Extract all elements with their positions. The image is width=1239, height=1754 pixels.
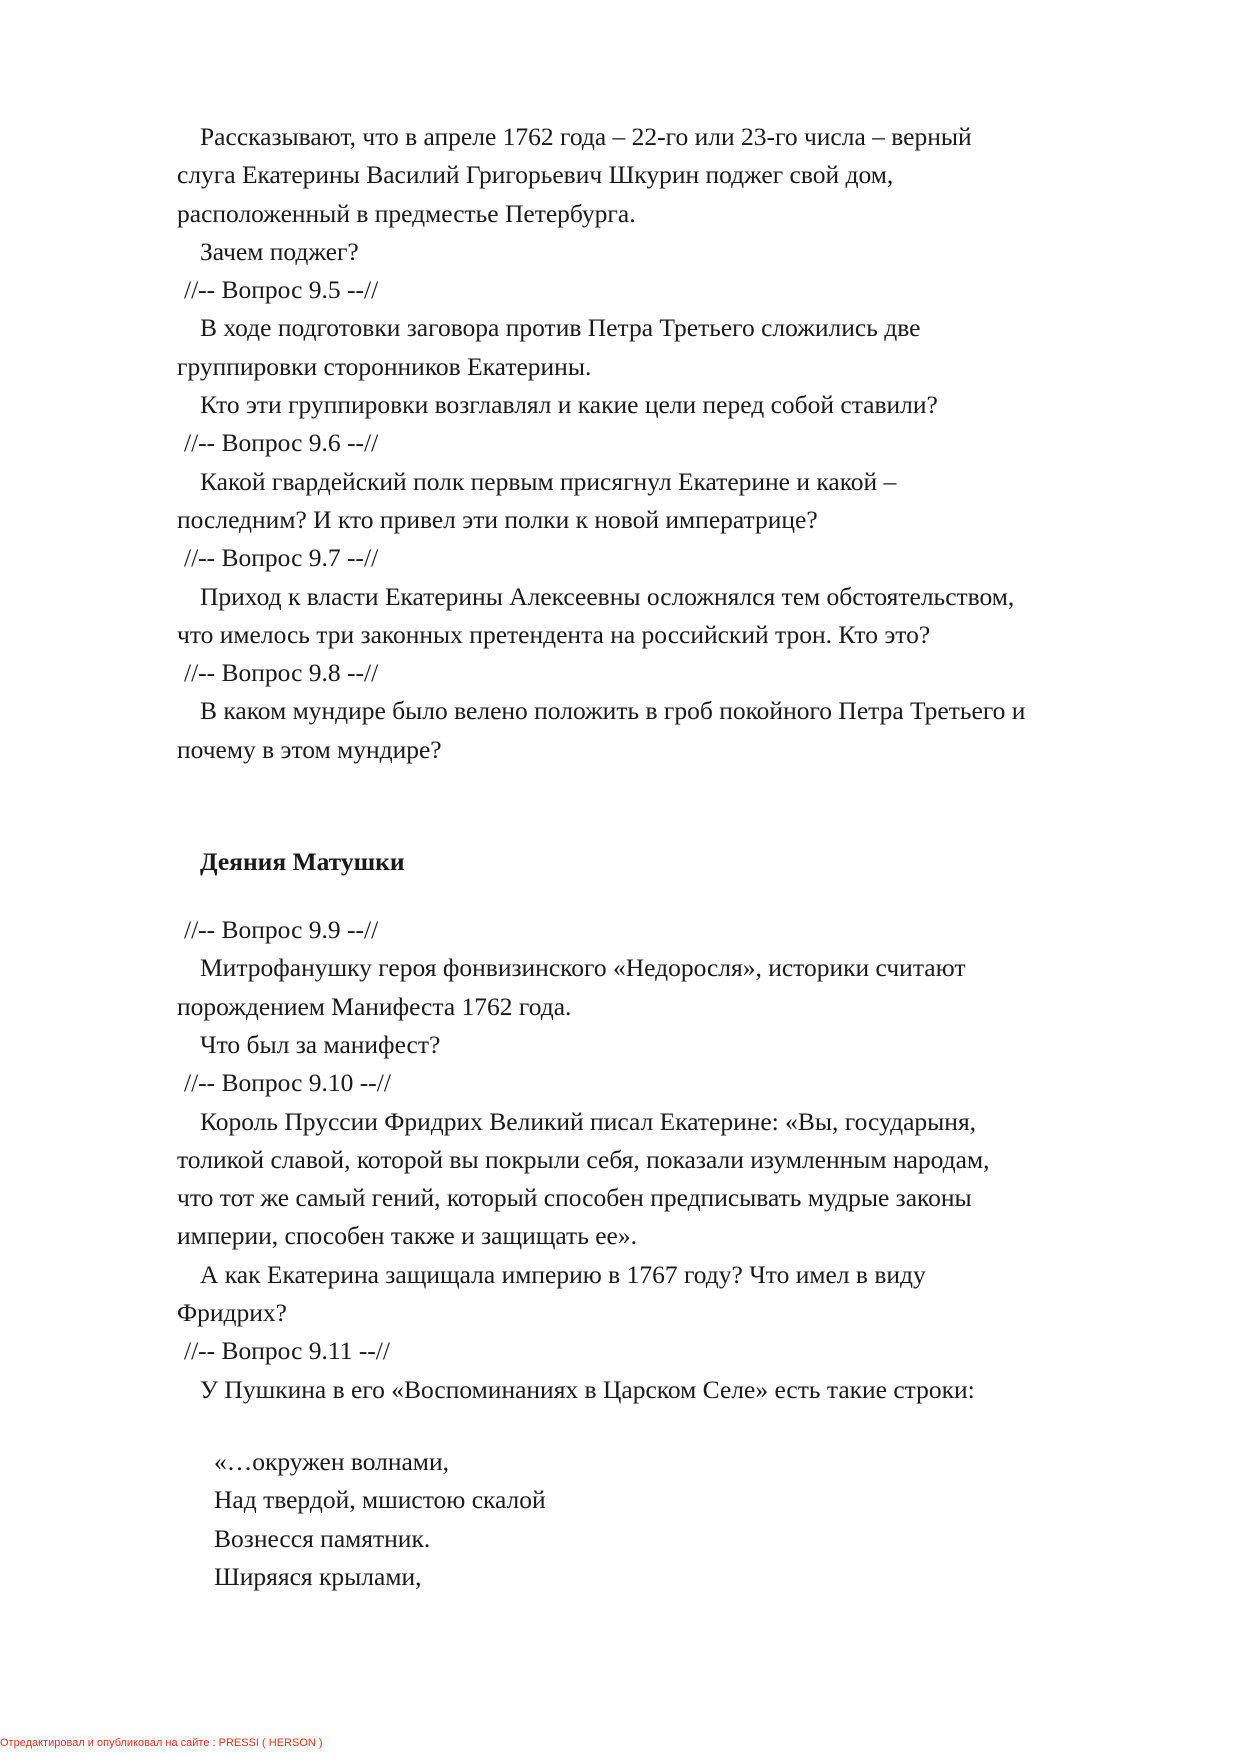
question-marker: //-- Вопрос 9.8 --// <box>184 658 379 688</box>
question-marker: //-- Вопрос 9.5 --// <box>184 275 379 305</box>
paragraph-line: В каком мундире было велено положить в гроб покойного Петра Третьего и <box>200 696 1026 726</box>
paragraph-line: расположенный в предместье Петербурга. <box>177 198 636 228</box>
paragraph-line: А как Екатерина защищала империю в 1767 году? Что имел в виду <box>200 1259 926 1289</box>
verse-line: Вознесся памятник. <box>214 1523 431 1553</box>
paragraph-line: порождением Манифеста 1762 года. <box>177 991 572 1021</box>
question-marker: //-- Вопрос 9.11 --// <box>184 1336 390 1366</box>
paragraph-line: что тот же самый гений, который способен предписывать мудрые законы <box>177 1183 972 1213</box>
paragraph-line: толикой славой, которой вы покрыли себя, показали изумленным народам, <box>177 1144 990 1174</box>
paragraph-line: Зачем поджег? <box>200 236 359 266</box>
verse-line: «…окружен волнами, <box>214 1446 449 1476</box>
paragraph-line: группировки сторонников Екатерины. <box>177 351 592 381</box>
text-block-part1 <box>177 118 1157 769</box>
paragraph-line: Приход к власти Екатерины Алексеевны осложнялся тем обстоятельством, <box>200 581 1015 611</box>
paragraph-line: Рассказывают, что в апреле 1762 года – 22-го или 23-го числа – верный <box>200 122 972 151</box>
publisher-footer: Отредактировал и опубликовал на сайте : PRESSI ( HERSON ) <box>0 1737 323 1749</box>
document-page <box>177 118 1157 1596</box>
question-marker: //-- Вопрос 9.6 --// <box>184 428 379 458</box>
verse-line: Ширяяся крылами, <box>214 1561 422 1591</box>
paragraph-line: Король Пруссии Фридрих Великий писал Екатерине: «Вы, государыня, <box>200 1106 977 1136</box>
paragraph-line: В ходе подготовки заговора против Петра Третьего сложились две <box>200 313 921 343</box>
paragraph-line: Митрофанушку героя фонвизинского «Недоросля», историки считают <box>200 953 966 983</box>
question-marker: //-- Вопрос 9.7 --// <box>184 543 379 573</box>
paragraph-line: Фридрих? <box>177 1298 287 1328</box>
paragraph-line: Какой гвардейский полк первым присягнул Екатерине и какой – <box>200 466 897 496</box>
paragraph-line: что имелось три законных претендента на российский трон. Кто это? <box>177 619 931 649</box>
paragraph-line: империи, способен также и защищать ее». <box>177 1221 637 1251</box>
paragraph-line: У Пушкина в его «Воспоминаниях в Царском Селе» есть такие строки: <box>200 1374 975 1404</box>
question-marker: //-- Вопрос 9.10 --// <box>184 1068 391 1098</box>
paragraph-line: Кто эти группировки возглавлял и какие цели перед собой ставили? <box>200 390 938 420</box>
question-marker: //-- Вопрос 9.9 --// <box>184 915 379 945</box>
section-heading: Деяния Матушки <box>200 847 405 877</box>
text-block-part2 <box>177 911 1157 1409</box>
paragraph-line: последним? И кто привел эти полки к новой императрице? <box>177 504 818 534</box>
paragraph-line: слуга Екатерины Василий Григорьевич Шкурин поджег свой дом, <box>177 160 894 190</box>
verse-line: Над твердой, мшистою скалой <box>214 1485 546 1515</box>
paragraph-line: почему в этом мундире? <box>177 734 442 764</box>
poem-verse <box>177 1443 1157 1596</box>
paragraph-line: Что был за манифест? <box>200 1029 441 1059</box>
